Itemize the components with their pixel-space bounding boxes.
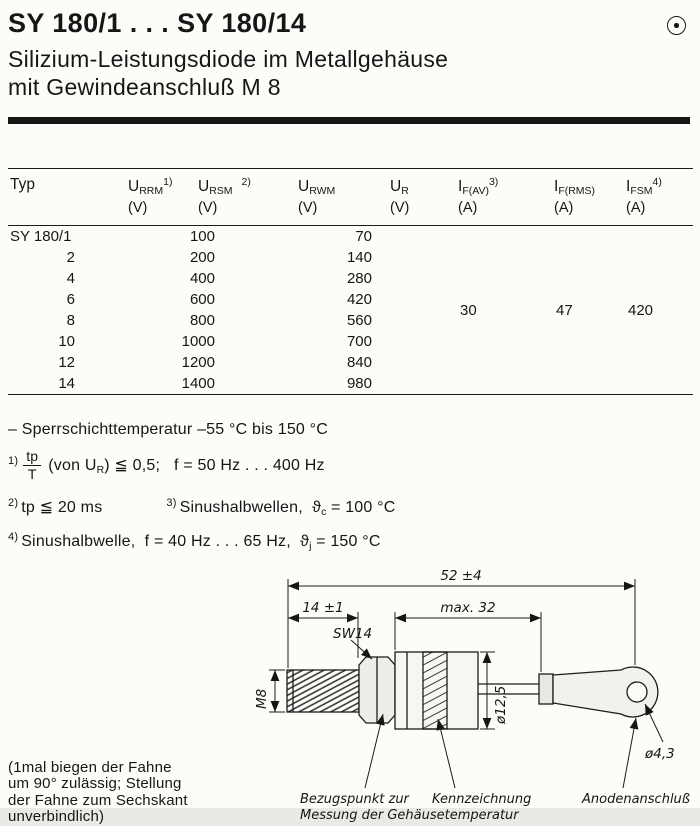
threaded-stud xyxy=(287,670,359,712)
footnotes xyxy=(8,421,700,552)
divider-rule xyxy=(8,117,690,124)
crimp-sleeve xyxy=(539,674,553,704)
cell-urrm-ursm: 1000 xyxy=(181,333,215,351)
cell-urrm-ursm: 800 xyxy=(189,312,215,330)
cell-typ: 4 xyxy=(66,270,75,288)
cell-urwm-ur: 280 xyxy=(346,270,372,288)
footnote-1-marker: 1) xyxy=(8,455,19,468)
footnote-row-2-3 xyxy=(8,497,700,518)
cell-typ: SY 180/1 xyxy=(10,228,72,246)
cell-urwm-ur: 560 xyxy=(346,312,372,330)
package-drawing xyxy=(0,562,700,824)
cell-urwm-ur: 420 xyxy=(346,291,372,309)
col-header-ifsm: $I_{FSM}^{4)}$ (A) xyxy=(618,169,693,226)
cell-urwm-ur: 840 xyxy=(346,354,372,372)
body-diameter-dim: ø12,5 xyxy=(493,685,509,724)
page-header xyxy=(0,0,700,124)
anode-connection-label: Anodenanschluß xyxy=(582,791,690,807)
cell-urrm-ursm: 1200 xyxy=(181,354,215,372)
wrench-size-label: SW14 xyxy=(333,625,373,642)
reference-point-label-line2: Messung der Gehäusetemperatur xyxy=(300,807,519,823)
footnote-1 xyxy=(8,449,700,483)
cell-typ: 10 xyxy=(58,333,75,351)
col-header-urrm: $U_{RRM}^{1)}$ (V) xyxy=(120,169,190,226)
col-header-ifav: $I_{F(AV)}^{3)}$ (A) xyxy=(450,169,546,226)
body-length-dim: max. 32 xyxy=(440,599,496,616)
cell-urrm-ursm: 100 xyxy=(189,228,215,246)
junction-temperature-note: – Sperrschichttemperatur –55 °C bis 150 °C xyxy=(8,421,329,439)
cell-urrm-ursm: 600 xyxy=(189,291,215,309)
stud-length-dim: 14 ±1 xyxy=(302,599,344,616)
ratings-table xyxy=(8,168,693,395)
marking-band xyxy=(423,652,447,729)
cell-urrm-ursm: 400 xyxy=(189,270,215,288)
col-header-urwm: $U_{RWM}$ (V) xyxy=(290,169,382,226)
cell-typ: 12 xyxy=(58,354,75,372)
col-header-ursm: $U_{RSM}^{2)}$ (V) xyxy=(190,169,290,226)
bending-note: (1mal biegen der Fahne um 90° zulässig; Stellung der Fahne zum Sechskant unverbindlich) xyxy=(8,758,188,826)
subtitle-line-1: Silizium-Leistungsdiode im Metallgehäuse xyxy=(8,46,449,72)
cell-urwm-ur: 980 xyxy=(290,373,450,395)
cell-urwm-ur: 70 xyxy=(355,228,372,246)
cell-typ: 8 xyxy=(66,312,75,330)
col-header-typ: Typ xyxy=(8,169,120,226)
footnote-3: $^{3)}$ Sinushalbwellen, $ϑ_c = 100$ °C xyxy=(166,496,396,518)
cell-if-av: 30 xyxy=(450,226,546,395)
marking-label: Kennzeichnung xyxy=(432,791,532,807)
page-subtitle xyxy=(8,45,690,101)
terminal-hole xyxy=(627,682,647,702)
hole-diameter-dim: ø4,3 xyxy=(645,745,675,762)
fraction-tp-over-T: $\frac{tp}{T}$ xyxy=(23,449,41,483)
footnote-2: $^{2)}$ tp ≦ 20 ms xyxy=(8,496,103,516)
cell-typ: 6 xyxy=(66,291,75,309)
cell-urrm-ursm: 1400 xyxy=(120,373,290,395)
table-header-row xyxy=(8,169,693,226)
col-header-ifrms: $I_{F(RMS)}$ (A) xyxy=(546,169,618,226)
cell-ifsm: 420 xyxy=(618,226,693,395)
subtitle-line-2: mit Gewindeanschluß M 8 xyxy=(8,74,281,101)
footnote-4: $^{4)}$ Sinushalbwelle, f = 40 Hz . . . 65 Hz, $ϑ_j = 150$ °C xyxy=(8,530,381,552)
col-header-ur: $U_R$ (V) xyxy=(382,169,450,226)
thread-size-label: M8 xyxy=(254,688,270,709)
cell-urwm-ur: 700 xyxy=(346,333,372,351)
overall-length-dim: 52 ±4 xyxy=(440,567,482,584)
table-row xyxy=(8,226,693,248)
cell-typ: 2 xyxy=(66,249,75,267)
reference-point-label-line1: Bezugspunkt zur xyxy=(300,791,409,807)
callout-labels xyxy=(300,792,690,823)
page-title: SY 180/1 . . . SY 180/14 xyxy=(8,8,307,38)
cell-urrm-ursm: 200 xyxy=(189,249,215,267)
cell-urwm-ur: 140 xyxy=(346,249,372,267)
cell-if-rms: 47 xyxy=(546,226,618,395)
publisher-logo-icon xyxy=(667,16,686,35)
cell-typ: 14 xyxy=(8,373,120,395)
footnote-1-text: (von $U_R$) ≦ 0,5; f = 50 Hz . . . 400 Hz xyxy=(48,457,325,477)
diode-body-outline xyxy=(287,652,658,729)
outline-drawing-svg xyxy=(225,562,700,824)
